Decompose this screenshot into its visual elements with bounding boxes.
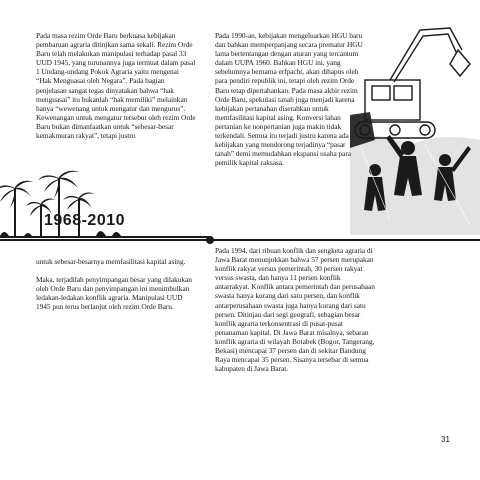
text-column-middle-bottom xyxy=(215,246,375,382)
timeline-bar xyxy=(0,239,480,241)
paragraph: Maka, terjadilah penyimpangan besar yang dilakukan oleh Orde Baru dan penyimpangan ini menimbulkan ledakan-ledakan konflik agraria. Manipulasi UUD 1945 pun terus berlanjut oleh rezim Orde Baru. xyxy=(36,275,192,312)
timeline-divider xyxy=(0,236,480,244)
paragraph: untuk sebesar-besarnya memfasilitasi kapital asing. xyxy=(36,257,186,266)
paragraph: Pada 1990-an, kebijakan mengeluarkan HGU baru dan bahkan memperpanjang secara prematur HGU lama bertentangan dengan aturan yang tercantum dalam UUPA 1960. Bahkan HGU ini, yang sebelumnya bernama erfpacht, akan dihapus oleh para pendiri republik ini, tetapi oleh rezim Orde Baru tetap dipertahankan. Pada masa akhir rezim Orde Baru, spekulasi tanah juga menjadi karena kebijakan pertanahan diserahkan untuk memfasilitasi kapital asing. Konversi lahan pertanian ke nonpertanian juga makin tidak terkendali. Semua itu terjadi justru karena ada kebijakan yang mendorong terjadinya “pasar tanah” demi memudahkan ekspansi usaha para pemilik kapital raksasa. xyxy=(215,31,363,168)
paragraph: Pada masa rezim Orde Baru berkuasa kebijakan pembaruan agraria ditinjkan sama sekali. Rezim Orde Baru telah melakukan manipulasi terhadap pasal 33 UUD 1945, yang turunannya juga termuat dalam pasal 1 Undang-undang Pokok Agraria yaitu mengenai “Hak Menguasai oleh Negara”. Pada bagian penjelasan sangat tegas dinyatakan bahwa “hak menguasai” itu bukanlah “hak memiliki” melainkan hanya “wewenang untuk mengatur dan mengurus”. Kewenangan untuk mengatur tersebut oleh rezim Orde Baru bukan dimanfaatkan untuk “sebesar-besar kemakmuran rakyat”, tetapi justru xyxy=(36,31,196,141)
timeline-dot xyxy=(206,236,214,244)
text-column-middle-top xyxy=(215,31,365,176)
excavator-and-workers-collage xyxy=(350,20,480,235)
paragraph: Pada 1994, dari ribuan konflik dan sengketa agraria di Jawa Barat menunjukkan bahwa 57 persen merupakan konflik rakyat versus pemerintah, 30 persen rakyat versus swasta, dan hanya 11 persen konflik antarrakyat. Konflik antara pemerintah dan perusahaan swasta hanya kurang dari satu persen, dan konflik antarperusahaan swasta juga hanya kurang dari satu persen. Ditinjau dari segi geografi, sebagian besar konflik agraria terkonsentrasi di pusat-pusat penanaman kapital. Di Jawa Barat misalnya, sebaran konflik agraria di wilayah Botabek (Bogor, Tangerang, Bekasi) mencapai 37 persen dan di sekitar Bandung Raya mencapai 35 persen. Sisanya tersebar di semua kabupaten di Jawa Barat. xyxy=(215,246,375,374)
text-column-left-top xyxy=(36,31,196,149)
text-column-left-bottom xyxy=(36,257,196,320)
page-number: 31 xyxy=(441,435,450,444)
year-range-heading: 1968-2010 xyxy=(44,212,126,229)
